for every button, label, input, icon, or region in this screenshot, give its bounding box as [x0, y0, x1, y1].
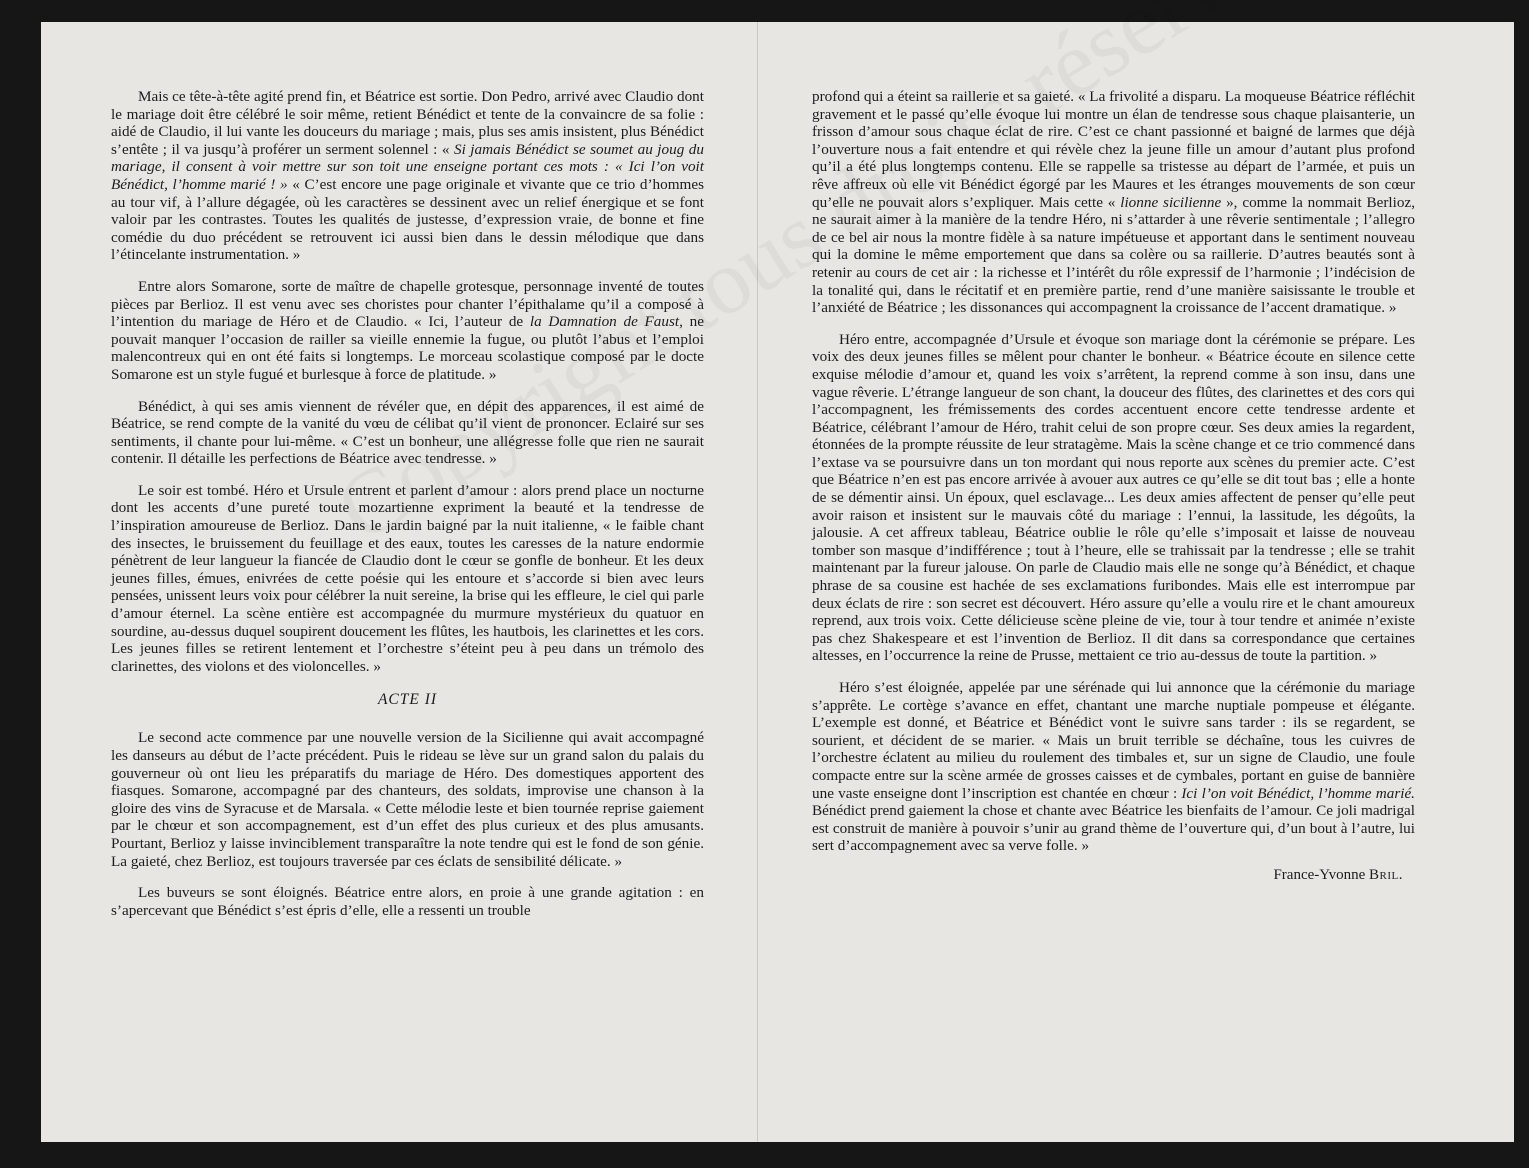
paragraph: Les buveurs se sont éloignés. Béatrice entre alors, en proie à une grande agitation : en s’apercevant que Bénédict s’est épris d’elle, elle a ressenti un trouble — [111, 884, 704, 919]
left-page — [41, 22, 758, 1142]
paragraph-text: Bénédict prend gaiement la chose et chante avec Béatrice les bienfaits de l’amour. Ce joli madrigal est construit de manière à pouvoir s’unir au grand thème de l’ouverture qui, d’un bout à l’autre, lui sert d’accompagnement avec sa verve folle. » — [812, 802, 1415, 855]
author-first-name: France-Yvonne — [1273, 866, 1366, 883]
paragraph: Le soir est tombé. Héro et Ursule entrent et parlent d’amour : alors prend place un nocturne dont les accents d’une pureté toute mozartienne expriment la beauté et la tendresse de l’inspiration amoureuse de Berlioz. Dans le jardin baigné par la nuit italienne, « le faible chant des insectes, le bruissement du feuillage et des eaux, toutes les caresses de la nature endormie pénètrent de leur langueur la fiancée de Claudio dont le cœur se gonfle de bonheur. Et les deux jeunes filles, émues, enivrées de cette poésie qui les entoure et s’accorde si bien avec leurs pensées, unissent leurs voix pour célébrer la nuit sereine, la brise qui les effleure, le ciel qui parle d’amour éternel. La scène entière est accompagnée du murmure mystérieux du quatuor en sourdine, au-dessus duquel soupirent doucement les flûtes, les hautbois, les clarinettes et les cors. Les jeunes filles se retirent lentement et l’orchestre s’éteint peu à peu dans un trémolo des clarinettes, des violons et des violoncelles. » — [111, 481, 704, 675]
right-page — [758, 22, 1514, 1142]
paragraph: Héro entre, accompagnée d’Ursule et évoque son mariage dont la cérémonie se prépare. Les voix des deux jeunes filles se mêlent pour chanter le bonheur. « Béatrice écoute en silence cette exquise mélodie d’amour et, quand les voix s’arrêtent, la reprend comme à son insu, dans une vague rêverie. L’étrange langueur de son chant, la douceur des flûtes, des clarinettes et des cors qui l’accompagnent, les frémissements des cordes accentuent encore cette tendresse ardente et Béatrice, célébrant l’amour de Héro, trahit celui de son propre cœur. Ses deux amies la regardent, étonnées de la prompte réussite de leur stratagème. Mais la scène change et ce trio commencé dans l’extase va se poursuivre dans un ton mordant qui nous reporte aux scènes du premier acte. C’est que Béatrice n’en est pas encore arrivée à avouer aux autres ce qu’elle se dit tout bas ; elle a honte de se démentir ainsi. Un époux, quel esclavage... Les deux amies affectent de penser qu’elle peut avoir raison et insistent sur le mauvais côté du mariage : l’ennui, la lassitude, les dégoûts, la jalousie. A cet affreux tableau, Béatrice oublie le rôle qu’elle s’imposait et laisse de nouveau tomber son masque d’indifférence ; tout à l’heure, elle se trahissait par la tendresse ; elle se trahit maintenant par la fureur jalouse. On parle de Claudio mais elle ne songe qu’à Bénédict, et chaque phrase de sa cousine est hachée de ses exclamations furibondes. Mais elle est interrompue par deux éclats de rire : son secret est découvert. Héro assure qu’elle a voulu rire et le chant amoureux reprend, aux trois voix. Cette délicieuse scène pleine de vie, tour à tour tendre et animée n’existe pas chez Shakespeare et est l’invention de Berlioz. Il dit dans sa correspondance que certaines altesses, en l’occurrence la reine de Prusse, mettaient ce trio au-dessus de toute la partition. » — [812, 330, 1415, 665]
left-text-column — [111, 88, 704, 933]
author-last-name: Bril. — [1369, 866, 1403, 883]
right-text-column — [812, 88, 1415, 884]
act-heading: ACTE II — [377, 691, 438, 709]
paragraph-text: Entre alors Somarone, sorte de maître de chapelle grotesque, personnage inventé de toutes pièces par Berlioz. Il est venu avec ses choristes pour chanter l’épithalame qu’il a composé à l’intention du mariage de Héro et de Claudio. « Ici, l’auteur de — [111, 277, 704, 331]
paragraph — [812, 679, 1415, 855]
paragraph-text: Héro s’est éloignée, appelée par une sérénade qui lui annonce que la cérémonie du mariage s’apprête. Le cortège s’avance en effet, chantant une marche nuptiale pompeuse et élégante. L’exemple est donné, et Béatrice et Bénédict vont le suivre sans tarder : ils se regardent, se sourient, et décident de se marier. « Mais un bruit terrible se déchaîne, tous les cuivres de l’orchestre éclatent au milieu du roulement des timbales et, sur un signe de Claudio, une foule compacte entre sur la scène armée de grosses caisses et de cymbales, portant en guise de bannière une vaste enseigne dont l’inscription est chantée en chœur : — [812, 679, 1415, 802]
paragraph: Bénédict, à qui ses amis viennent de révéler que, en dépit des apparences, il est aimé de Béatrice, se rend compte de la vanité du vœu de célibat qu’il vient de prononcer. Eclairé sur ses sentiments, il chante pour lui-même. « C’est un bonheur, une allégresse folle que rien ne saurait contenir. Il détaille les perfections de Béatrice avec tendresse. » — [111, 397, 704, 468]
paragraph — [111, 278, 704, 384]
paragraph — [812, 88, 1415, 317]
paragraph-italic: lionne sicilienne — [1120, 193, 1222, 211]
paragraph-text: profond qui a éteint sa raillerie et sa gaieté. « La frivolité a disparu. La moqueuse Béatrice réfléchit gravement et le passé qu’elle évoque lui montre un élan de tendresse sous chaque plaisanterie, un frisson d’amour sous chaque éclat de rire. C’est ce chant passionné et baigné de larmes que déjà l’ouverture nous a fait entendre et qui révèle chez la jeune fille un amour d’autant plus profond qu’il a été plus longtemps contenu. Elle se rappelle sa tristesse au départ de l’armée, et puis un rêve affreux où elle vit Bénédict égorgé par les Maures et les étranges mouvements de son cœur qu’elle ne pouvait alors s’expliquer. Mais cette « — [812, 88, 1415, 211]
paragraph-text: « C’est encore une page originale et vivante que ce trio d’hommes au tour vif, à l’allure dégagée, où les caractères se dessinent avec un relief énergique et se font valoir par les contrastes. Toutes les qualités de justesse, d’expression vraie, de bonne et fine comédie du duo précédent se retrouvent ici aussi bien dans le dessin mélodique que dans l’étincelante instrumentation. » — [111, 175, 704, 264]
author-signature — [812, 867, 1415, 884]
paragraph-italic: Si jamais Bénédict se soumet au joug du mariage, il consent à voir mettre sur son toit une enseigne portant ces mots : « Ici l’on voit Bénédict, l’homme marié ! » — [111, 140, 704, 193]
paragraph-italic: Ici l’on voit Bénédict, l’homme marié. — [1181, 784, 1415, 802]
paragraph-text: ne pouvait manquer l’occasion de railler sa vieille ennemie la fugue, ou plutôt l’abus et l’emploi malencontreux qui en ont été faits si longtemps. Le morceau scolastique composé par le docte Somarone est un style fugué et burlesque à force de platitude. » — [111, 313, 704, 383]
paragraph-italic: la Damnation de Faust, — [529, 313, 683, 331]
paragraph-text: », comme la nommait Berlioz, ne saurait aimer à la manière de la tendre Héro, ni s’attarder à une rêverie sentimentale ; l’allegro de ce bel air nous la montre fidèle à sa nature impétueuse et apportant dans le sentiment nouveau qui la domine le même emportement que dans sa colère ou sa raillerie. D’autres beautés sont à retenir au cours de cet air : la richesse et l’intérêt du rôle expressif de l’harmonie ; l’indécision de la tonalité qui, dans le récitatif et en première partie, rend d’une manière saisissante le trouble et l’anxiété de Béatrice ; les dissonances qui accompagnent la croissance de l’accent dramatique. » — [812, 193, 1416, 317]
paragraph-text: Mais ce tête-à-tête agité prend fin, et Béatrice est sortie. Don Pedro, arrivé avec Claudio dont le mariage doit être célébré le soir même, retient Bénédict et tente de la convaincre de sa folie : aidé de Claudio, il lui vante les douceurs du mariage ; mais, plus ses amis insistent, plus Bénédict s’entête ; il va jusqu’à proférer un serment solennel : « — [111, 88, 704, 158]
paragraph — [111, 88, 704, 264]
paragraph: Le second acte commence par une nouvelle version de la Sicilienne qui avait accompagné les danseurs au début de l’acte précédent. Puis le rideau se lève sur un grand salon du palais du gouverneur où ont lieu les préparatifs du mariage de Héro. Des domestiques apportent des fiasques. Somarone, accompagné par des chanteurs, des soldats, improvise une chanson à la gloire des vins de Syracuse et de Marsala. « Cette mélodie leste et bien tournée reprise gaiement par le chœur et son accompagnement, est d’un effet des plus curieux et des plus amusants. Pourtant, Berlioz y laisse invinciblement transparaître la note tendre qui est le fond de son génie. La gaieté, chez Berlioz, est toujours traversée par ces éclats de sensibilité délicate. » — [111, 729, 704, 870]
